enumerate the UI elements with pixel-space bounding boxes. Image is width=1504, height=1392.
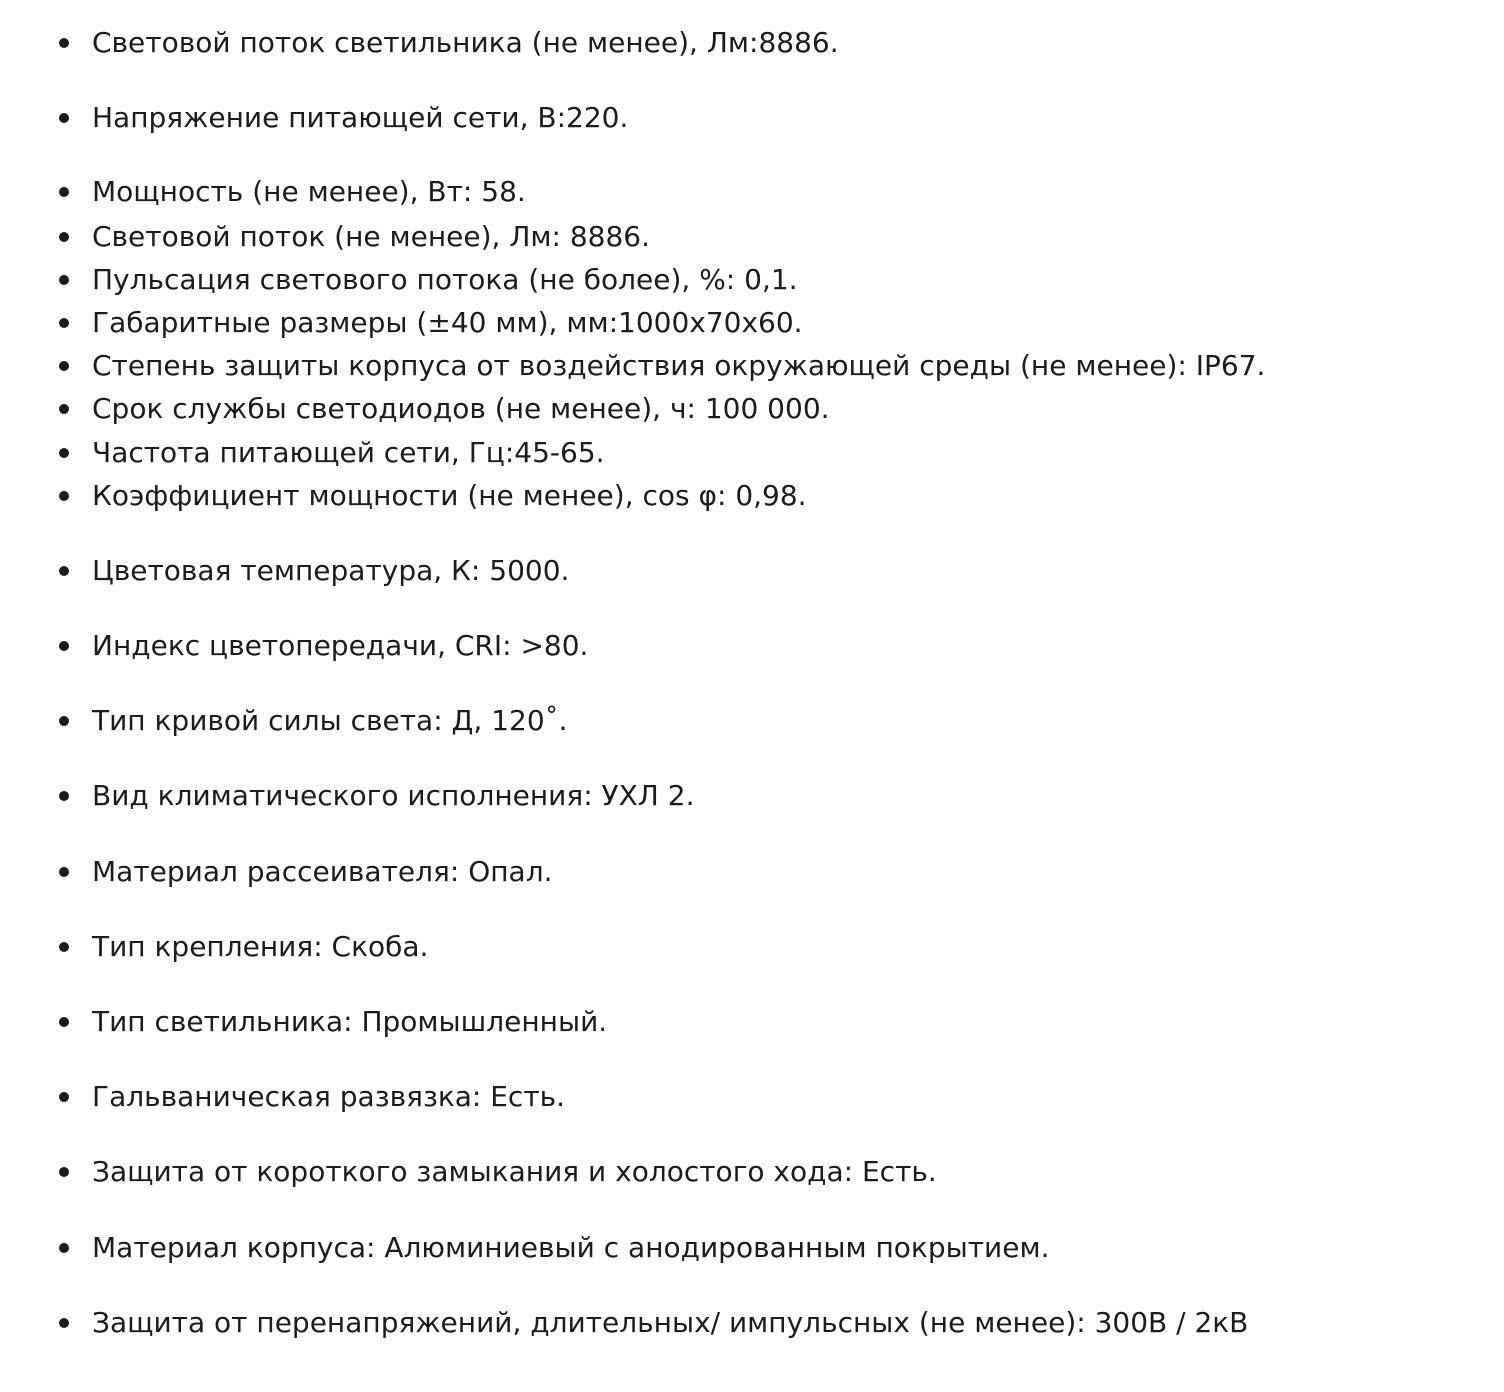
bullet-icon bbox=[59, 113, 69, 123]
bullet-icon bbox=[59, 867, 69, 877]
bullet-icon bbox=[59, 1167, 69, 1177]
bullet-icon bbox=[59, 275, 69, 285]
bullet-icon bbox=[59, 1243, 69, 1253]
list-item bbox=[0, 850, 1480, 894]
list-item bbox=[0, 387, 1480, 431]
bullet-icon bbox=[59, 942, 69, 952]
list-item-text: Габаритные размеры (±40 мм), мм:1000x70x60. bbox=[92, 306, 803, 339]
list-item bbox=[0, 431, 1480, 475]
list-item-text: Материал корпуса: Алюминиевый с анодированным покрытием. bbox=[92, 1231, 1050, 1264]
bullet-icon bbox=[59, 404, 69, 414]
list-item-text: Гальваническая развязка: Есть. bbox=[92, 1080, 566, 1113]
list-item-text: Индекс цветопередачи, CRI: >80. bbox=[92, 629, 589, 662]
list-item-text: Защита от короткого замыкания и холостого хода: Есть. bbox=[92, 1155, 937, 1188]
list-item bbox=[0, 549, 1480, 593]
list-item-text: Вид климатического исполнения: УХЛ 2. bbox=[92, 779, 695, 812]
list-item bbox=[0, 1226, 1480, 1270]
bullet-icon bbox=[59, 1092, 69, 1102]
list-item bbox=[0, 1000, 1480, 1044]
list-item-text: Срок службы светодиодов (не менее), ч: 100 000. bbox=[92, 392, 830, 425]
list-item bbox=[0, 1301, 1480, 1345]
list-item-text: Защита от перенапряжений, длительных/ импульсных (не менее): 300В / 2кВ bbox=[92, 1306, 1249, 1339]
list-item bbox=[0, 774, 1480, 818]
bullet-icon bbox=[59, 232, 69, 242]
bullet-icon bbox=[59, 448, 69, 458]
list-item-text: Коэффициент мощности (не менее), cos φ: 0,98. bbox=[92, 479, 807, 512]
list-item bbox=[0, 344, 1480, 388]
list-item-text: Мощность (не менее), Вт: 58. bbox=[92, 175, 526, 208]
bullet-icon bbox=[59, 1318, 69, 1328]
list-item bbox=[0, 699, 1480, 743]
list-item bbox=[0, 301, 1480, 345]
list-item bbox=[0, 1150, 1480, 1194]
list-item bbox=[0, 258, 1480, 302]
list-item-text: Тип светильника: Промышленный. bbox=[92, 1005, 608, 1038]
list-item bbox=[0, 624, 1480, 668]
list-item bbox=[0, 96, 1480, 140]
bullet-icon bbox=[59, 716, 69, 726]
bullet-icon bbox=[59, 1017, 69, 1027]
list-item-text: Цветовая температура, К: 5000. bbox=[92, 554, 570, 587]
bullet-icon bbox=[59, 791, 69, 801]
list-item-text: Материал рассеивателя: Опал. bbox=[92, 855, 553, 888]
list-item-text: Пульсация светового потока (не более), %: 0,1. bbox=[92, 263, 798, 296]
list-item bbox=[0, 215, 1480, 259]
list-item bbox=[0, 21, 1480, 65]
list-item-text: Частота питающей сети, Гц:45-65. bbox=[92, 436, 605, 469]
list-item-text: Напряжение питающей сети, В:220. bbox=[92, 101, 629, 134]
list-item-text: Степень защиты корпуса от воздействия окружающей среды (не менее): IP67. bbox=[92, 349, 1266, 382]
list-item bbox=[0, 1075, 1480, 1119]
list-item-text: Световой поток (не менее), Лм: 8886. bbox=[92, 220, 651, 253]
bullet-icon bbox=[59, 566, 69, 576]
list-item-text: Тип кривой силы света: Д, 120˚. bbox=[92, 704, 568, 737]
list-item-text: Тип крепления: Скоба. bbox=[92, 930, 429, 963]
list-item bbox=[0, 170, 1480, 214]
bullet-icon bbox=[59, 641, 69, 651]
list-item bbox=[0, 925, 1480, 969]
bullet-icon bbox=[59, 318, 69, 328]
bullet-icon bbox=[59, 38, 69, 48]
bullet-icon bbox=[59, 361, 69, 371]
list-item bbox=[0, 474, 1480, 518]
bullet-icon bbox=[59, 491, 69, 501]
bullet-icon bbox=[59, 187, 69, 197]
list-item-text: Световой поток светильника (не менее), Лм:8886. bbox=[92, 26, 839, 59]
